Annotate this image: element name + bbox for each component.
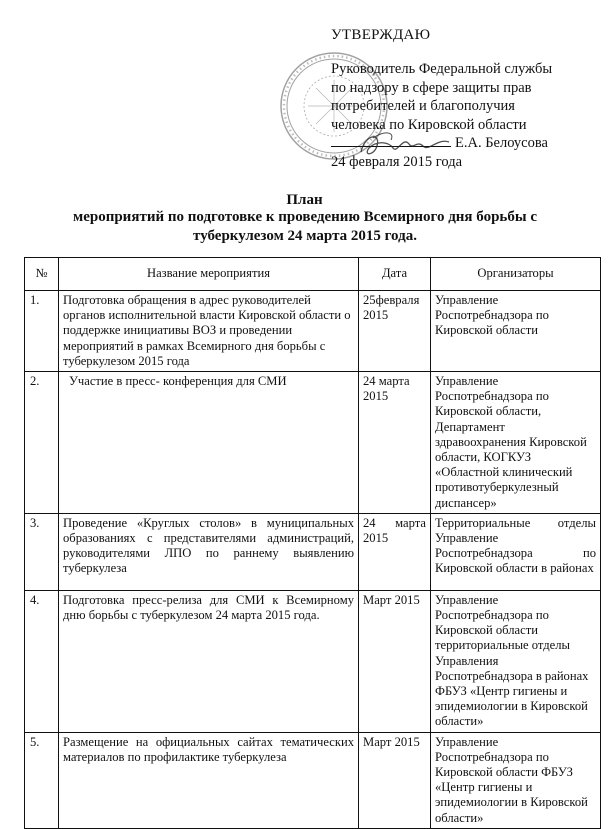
table-row: [25, 590, 601, 732]
header-organizers: Организаторы: [431, 258, 601, 291]
approval-position-line: потребителей и благополучия: [331, 98, 515, 114]
table-row: [25, 291, 601, 372]
approval-position-line: человека по Кировской области: [331, 116, 527, 133]
row-num: 5.: [25, 732, 59, 828]
approval-position-line: Руководитель Федеральной службы: [331, 61, 553, 77]
row-name: Подготовка обращения в адрес руководителей органов исполнительной власти Кировской области о поддержке инициативы ВОЗ и проведении мероприятий в рамках Всемирного дня борьбы с туберкулезом 2015 года: [59, 291, 359, 372]
row-name: Подготовка пресс-релиза для СМИ к Всемирному дню борьбы с туберкулезом 24 марта 2015 года.: [59, 590, 359, 732]
row-num: 3.: [25, 513, 59, 590]
row-date: 24 марта 2015: [359, 372, 431, 514]
row-organizers: Управление Роспотребнадзора по Кировской области, Департамент здравоохранения Кировской области, КОГКУЗ «Областной клинический противотуберкулезный диспансер»: [431, 372, 601, 514]
events-table: [24, 257, 601, 829]
row-date: 24 марта 2015: [359, 513, 431, 590]
approval-position-line: по надзору в сфере защиты прав: [331, 79, 532, 96]
row-date: Март 2015: [359, 590, 431, 732]
row-name: Участие в пресс- конференция для СМИ: [59, 372, 359, 514]
row-num: 4.: [25, 590, 59, 732]
row-date: Март 2015: [359, 732, 431, 828]
table-row: [25, 372, 601, 514]
plan-subtitle: мероприятий по подготовке к проведению Всемирного дня борьбы с туберкулезом 24 марта 2015 года.: [72, 209, 537, 244]
signatory-name: Е.А. Белоусова: [455, 135, 548, 151]
row-name: Проведение «Круглых столов» в муниципальных образованиях с представителями администраций, руководителями ЛПО по раннему выявлению туберкулеза: [59, 513, 359, 590]
table-row: [25, 732, 601, 828]
row-organizers: Управление Роспотребнадзора по Кировской области ФБУЗ «Центр гигиены и эпидемиологии в Кировской области»: [431, 732, 601, 828]
row-num: 1.: [25, 291, 59, 372]
row-organizers: Территориальные отделы Управление Роспотребнадзора по Кировской области в районах: [431, 513, 601, 590]
row-date: 25февраля 2015: [359, 291, 431, 372]
approval-date: 24 февраля 2015 года: [331, 153, 463, 170]
header-name: Название мероприятия: [59, 258, 359, 291]
row-organizers: Управление Роспотребнадзора по Кировской области: [431, 291, 601, 372]
approval-heading: УТВЕРЖДАЮ: [331, 27, 431, 43]
plan-title: План: [286, 192, 323, 208]
handwritten-signature-icon: [355, 128, 455, 162]
header-date: Дата: [359, 258, 431, 291]
row-name: Размещение на официальных сайтах тематических материалов по профилактике туберкулеза: [59, 732, 359, 828]
table-header-row: [25, 258, 601, 291]
table-row: [25, 513, 601, 590]
row-num: 2.: [25, 372, 59, 514]
row-organizers: Управление Роспотребнадзора по Кировской области территориальные отделы Управления Роспотребнадзора в районах ФБУЗ «Центр гигиены и эпидемиологии в Кировской области»: [431, 590, 601, 732]
header-num: №: [25, 258, 59, 291]
